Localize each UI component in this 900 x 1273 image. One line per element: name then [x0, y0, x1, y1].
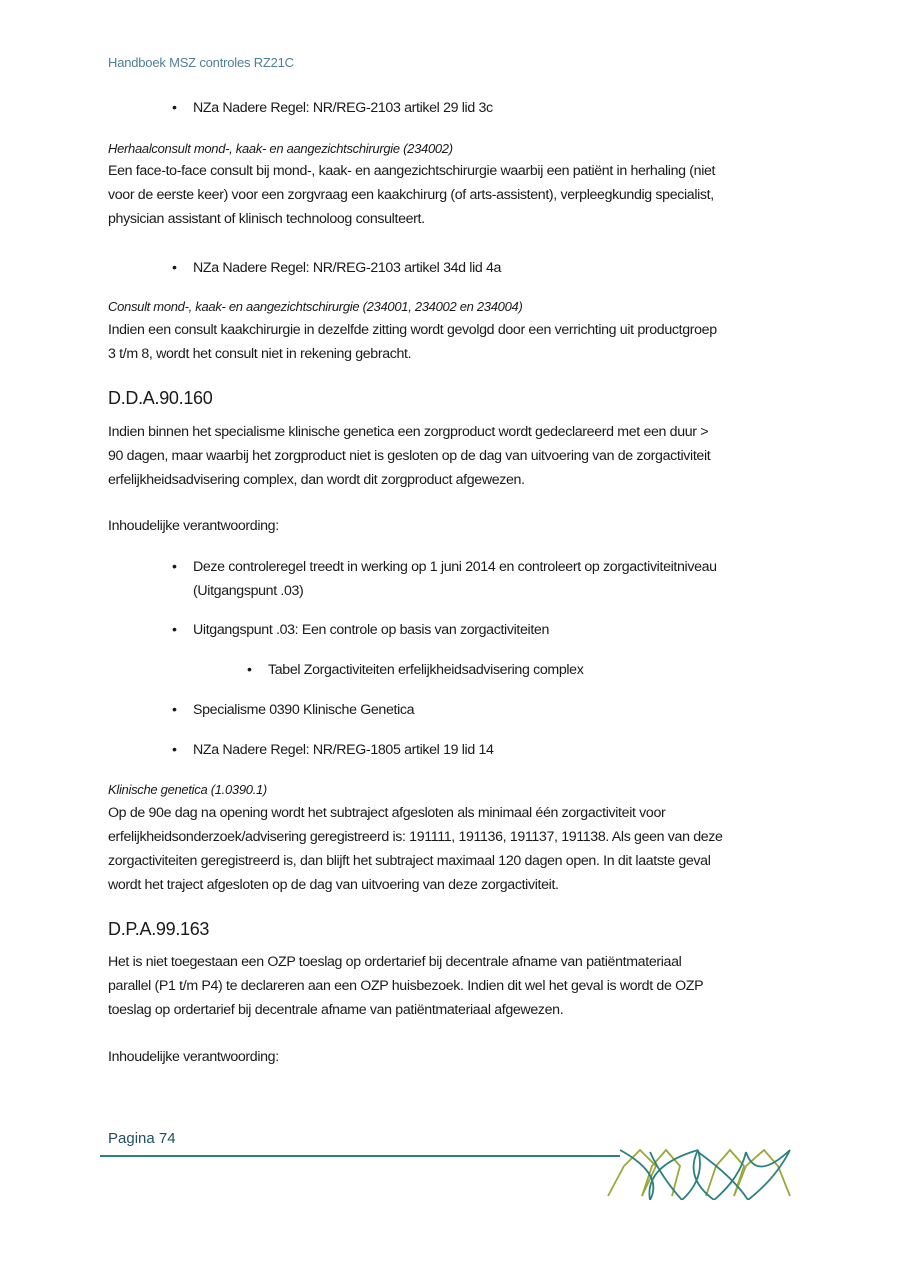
- bullet-icon: •: [172, 260, 177, 276]
- list-item-nested: [247, 659, 584, 683]
- paragraph-line: 3 t/m 8, wordt het consult niet in rekening gebracht.: [108, 346, 412, 362]
- decorative-logo-icon: [606, 1148, 792, 1200]
- paragraph-line: 90 dagen, maar waarbij het zorgproduct niet is gesloten op de dag van uitvoering van de zorgactiviteit: [108, 448, 711, 464]
- list-item-text: Tabel Zorgactiviteiten erfelijkheidsadvisering complex: [268, 662, 584, 678]
- paragraph-line: physician assistant of klinisch technoloog consulteert.: [108, 211, 425, 227]
- verantwoording-label: Inhoudelijke verantwoording:: [108, 518, 279, 534]
- verantwoording-label: Inhoudelijke verantwoording:: [108, 1049, 279, 1065]
- paragraph-line: Indien binnen het specialisme klinische genetica een zorgproduct wordt gedeclareerd met een duur >: [108, 424, 709, 440]
- logo-lens-4: [682, 1150, 700, 1200]
- paragraph-line: Een face-to-face consult bij mond-, kaak- en aangezichtschirurgie waarbij een patiënt in herhaling (niet: [108, 163, 716, 179]
- bullet-icon: •: [172, 702, 177, 718]
- list-item: [172, 699, 415, 723]
- list-item-text: NZa Nadere Regel: NR/REG-1805 artikel 19 lid 14: [193, 742, 494, 758]
- subsection-title: Klinische genetica (1.0390.1): [108, 782, 267, 797]
- bullet-icon: •: [247, 662, 252, 678]
- list-item: [172, 556, 717, 580]
- list-item-text: NZa Nadere Regel: NR/REG-2103 artikel 29 lid 3c: [193, 100, 493, 116]
- paragraph-line: parallel (P1 t/m P4) te declareren aan een OZP huisbezoek. Indien dit wel het geval is wordt de OZP: [108, 978, 704, 994]
- section-heading: D.D.A.90.160: [108, 388, 213, 408]
- paragraph-line: Op de 90e dag na opening wordt het subtraject afgesloten als minimaal één zorgactiviteit voor: [108, 805, 666, 821]
- paragraph-line: toeslag op ordertarief bij decentrale afname van patiëntmateriaal afgewezen.: [108, 1002, 564, 1018]
- bullet-icon: •: [172, 100, 177, 116]
- paragraph-line: erfelijkheidsonderzoek/advisering geregistreerd is: 191111, 191136, 191137, 191138. Als geen van deze: [108, 829, 723, 845]
- list-item-text: NZa Nadere Regel: NR/REG-2103 artikel 34d lid 4a: [193, 260, 502, 276]
- bullet-icon: •: [172, 742, 177, 758]
- paragraph-line: voor de eerste keer) voor een zorgvraag een kaakchirurg (of arts-assistent), verpleegkundig specialist,: [108, 187, 714, 203]
- list-item: [172, 257, 502, 281]
- list-item-continuation: [193, 580, 303, 604]
- list-item-text: Uitgangspunt .03: Een controle op basis van zorgactiviteiten: [193, 622, 549, 638]
- logo-lens-7: [746, 1150, 790, 1167]
- logo-lens-3: [694, 1150, 714, 1200]
- list-item: [172, 739, 494, 763]
- paragraph-line: wordt het traject afgesloten op de dag van uitvoering van deze zorgactiviteit.: [108, 877, 559, 893]
- list-item-text: Specialisme 0390 Klinische Genetica: [193, 702, 415, 718]
- paragraph-line: erfelijkheidsadvisering complex, dan wordt dit zorgproduct afgewezen.: [108, 472, 525, 488]
- list-item-text: (Uitgangspunt .03): [193, 583, 304, 599]
- footer-divider: [100, 1155, 620, 1157]
- page-number: Pagina 74: [108, 1130, 176, 1147]
- section-heading: D.P.A.99.163: [108, 919, 210, 939]
- paragraph-line: Indien een consult kaakchirurgie in dezelfde zitting wordt gevolgd door een verrichting uit productgroep: [108, 322, 717, 338]
- subsection-title: Herhaalconsult mond-, kaak- en aangezichtschirurgie (234002): [108, 141, 453, 156]
- subsection-title: Consult mond-, kaak- en aangezichtschirurgie (234001, 234002 en 234004): [108, 299, 523, 314]
- list-item: [172, 97, 493, 121]
- list-item: [172, 619, 549, 643]
- bullet-icon: •: [172, 622, 177, 638]
- paragraph-line: Het is niet toegestaan een OZP toeslag op ordertarief bij decentrale afname van patiëntmateriaal: [108, 954, 682, 970]
- paragraph-line: zorgactiviteiten geregistreerd is, dan blijft het subtraject maximaal 120 dagen open. In dit laatste geval: [108, 853, 711, 869]
- list-item-text: Deze controleregel treedt in werking op 1 juni 2014 en controleert op zorgactiviteitniveau: [193, 559, 717, 575]
- running-header: Handboek MSZ controles RZ21C: [108, 55, 294, 70]
- bullet-icon: •: [172, 559, 177, 575]
